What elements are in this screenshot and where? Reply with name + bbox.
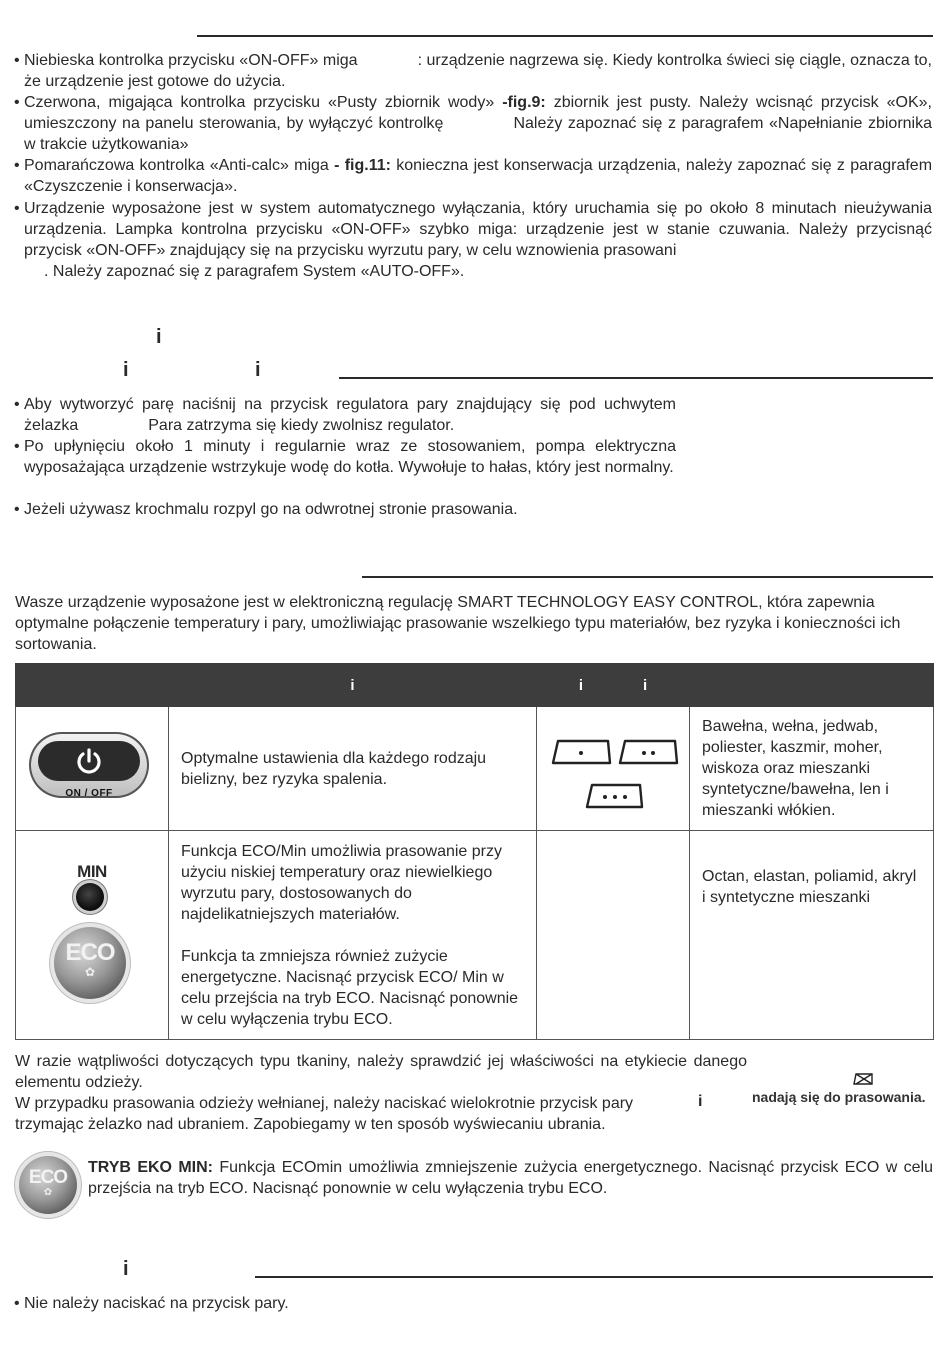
bullet-dot: • [14,157,20,174]
header-glyph: i [578,676,583,694]
on-off-label: ON / OFF [65,788,113,799]
min-label: MIN [77,862,107,881]
heading-glyph: i [123,359,129,381]
side-note: nadają się do prasowania. [752,1089,926,1105]
bullet-dot: • [14,94,20,111]
on-off-button[interactable] [29,732,149,798]
bullet-text: Nie należy naciskać na przycisk pary. [24,1295,289,1312]
settings-table [15,663,934,1040]
fabrics-text: Octan, elastan, poliamid, akryl i syntetyczne mieszanki [702,868,917,906]
eco-label: ECO [28,1167,68,1188]
bullet-dot: • [14,1295,20,1312]
steam-icon: ✿ [43,1187,53,1198]
intro-paragraph: Wasze urządzenie wyposażone jest w elektroniczną regulację SMART TECHNOLOGY EASY CONTROL, która zapewnia optymalne połączenie temperatury i pary, umożliwiając prasowanie wszelkiego typu materiałów, bez ryzyka i konieczności ich sortowania. [15,594,901,653]
bullet-text: Czerwona, migająca kontrolka przycisku «Pusty zbiornik wody» [24,94,495,111]
section-divider-bottom [255,1276,933,1278]
iron-temperature-icons [537,707,690,831]
bullet-steam-1 [14,394,676,436]
iron-one-dot-icon [553,741,610,763]
figure-ref: -fig.9: [502,94,546,111]
section-divider-top [197,35,933,37]
section-divider-smart [362,576,933,578]
header-glyph: i [350,676,355,694]
bullet-text: Należy zapoznać się z paragrafem «Napełnianie zbiornika w trakcie użytkowania» [24,115,933,153]
table-header-cell [169,664,537,707]
header-glyph: i [643,676,648,694]
description-cell [169,831,537,1040]
iron-three-dots-icon [587,785,642,807]
eco-mode-label: TRYB EKO MIN: [88,1159,214,1176]
bullet-text: zbiornik jest pusty. Należy wcisnąć przycisk «OK», umieszczony na panelu sterowania, by wyłączyć kontrolkę [24,94,932,132]
button-cell [16,831,169,1040]
bullet-dot: • [14,396,20,413]
bullet-text: Aby wytworzyć parę naciśnij na przycisk regulatora pary znajdujący się pod uchwytem żelazka [24,396,676,434]
heading-glyph: i [698,1093,703,1110]
table-row [16,831,934,1040]
bullet-auto-off [14,198,932,282]
description-text: Funkcja ta zmniejsza również zużycie energetyczne. Nacisnąć przycisk ECO/ Min w celu przejścia na tryb ECO. Nacisnąć ponownie w celu wyłączenia trybu ECO. [181,948,519,1028]
eco-mode-paragraph [88,1157,933,1199]
eco-label: ECO [65,939,115,966]
bullet-text: : urządzenie nagrzewa się. Kiedy kontrolka świeci się ciągle, oznacza to, że urządzenie jest gotowe do użycia. [24,52,933,90]
bullet-text: . Należy zapoznać się z paragrafem System «AUTO-OFF». [44,263,465,280]
do-not-iron-icon [852,1072,874,1086]
iron-symbols-cell [537,707,690,831]
eco-mode-text: Funkcja ECOmin umożliwia zmniejszenie zużycia energetycznego. Nacisnąć przycisk ECO w celu przejścia na tryb ECO. Nacisnąć ponownie w celu wyłączenia trybu ECO. [88,1159,933,1197]
iron-two-dots-icon [620,741,677,763]
iron-symbols-cell [537,831,690,1040]
button-cell [16,707,169,831]
advice-text: W przypadku prasowania odzieży wełnianej, należy naciskać wielokrotnie przycisk pary trzymając żelazko nad ubraniem. Zapobiegamy w ten sposób wyświecaniu ubrania. [15,1095,634,1133]
bullet-red-light [14,92,932,155]
bullet-text: Po upłynięciu około 1 minuty i regularnie wraz ze stosowaniem, pompa elektryczna wyposażająca urządzenie wstrzykuje wodę do kotła. Wywołuje to hałas, który jest normalny. [24,438,676,476]
bullet-blue-light [14,50,932,92]
eco-button-small [19,1156,77,1214]
eco-button[interactable] [54,927,126,999]
table-header-cell [537,664,690,707]
bullet-text: Para zatrzyma się kiedy zwolnisz regulator. [148,417,455,434]
fabrics-cell [690,831,934,1040]
power-icon [74,746,104,776]
heading-glyph: i [123,1258,129,1280]
bullet-last [14,1293,932,1314]
bullet-text: Jeżeli używasz krochmalu rozpyl go na odwrotnej stronie prasowania. [24,501,518,518]
advice-paragraph [15,1093,705,1135]
bullet-dot: • [14,501,20,518]
heading-glyph: i [156,326,162,348]
table-header-cell [16,664,169,707]
bullet-text: Niebieska kontrolka przycisku «ON-OFF» miga [24,52,358,69]
bullet-dot: • [14,438,20,455]
table-header-row [16,664,934,707]
description-text: Funkcja ECO/Min umożliwia prasowanie przy użyciu niskiej temperatury oraz niewielkiego wyrzutu pary, dostosowanych do najdelikatniejszych materiałów. [181,843,502,923]
bullet-text: konieczna jest konserwacja urządzenia, należy zapoznać się z paragrafem «Czyszczenie i konserwacja». [24,157,933,195]
advice-paragraph: W razie wątpliwości dotyczących typu tkaniny, należy sprawdzić jej właściwości na etykiecie danego elementu odzieży. [15,1053,747,1091]
bullet-orange-light [14,155,932,197]
bullet-dot: • [14,52,20,69]
table-header-cell [690,664,934,707]
description-cell: Optymalne ustawienia dla każdego rodzaju bielizny, bez ryzyka spalenia. [169,707,537,831]
bullet-steam-2 [14,436,676,478]
min-indicator-light [76,883,104,911]
heading-glyph: i [255,359,261,381]
bullet-text: Urządzenie wyposażone jest w system automatycznego wyłączania, który uruchamia się po około 8 minutach nieużywania urządzenia. Lampka kontrolna przycisku «ON-OFF» szybko miga: urządzenie jest w stanie czuwania. Należy przycisnąć przycisk «ON-OFF» znajdujący się na przycisku wyrzutu pary, w celu wznowienia prasowani [24,200,932,259]
fabrics-cell: Bawełna, wełna, jedwab, poliester, kaszmir, moher, wiskoza oraz mieszanki syntetyczne/bawełna, len i mieszanki włókien. [690,707,934,831]
table-row [16,707,934,831]
figure-ref: - fig.11: [334,157,391,174]
bullet-steam-3 [14,499,676,520]
section-divider-steam [339,377,933,379]
bullet-dot: • [14,200,20,217]
bullet-text: Pomarańczowa kontrolka «Anti-calc» miga [24,157,329,174]
steam-icon: ✿ [84,965,96,979]
